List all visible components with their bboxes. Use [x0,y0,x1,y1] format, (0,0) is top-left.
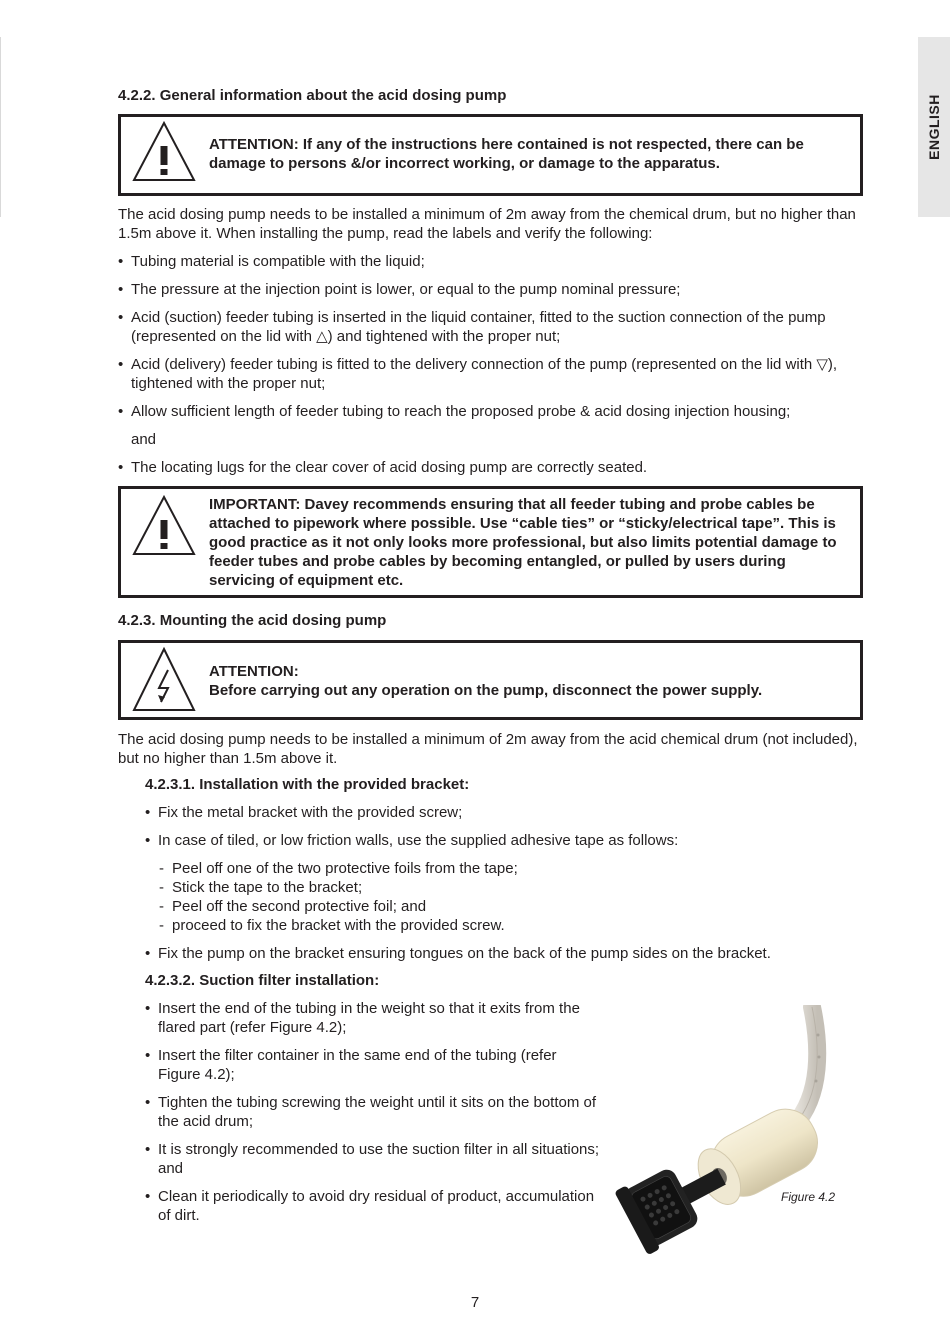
list-item: • Fix the metal bracket with the provided screw; [145,803,863,822]
attention-box [118,114,863,196]
list-item: • Tubing material is compatible with the liquid; [118,252,863,271]
list-item: • In case of tiled, or low friction walls, use the supplied adhesive tape as follows: [145,831,863,850]
subsection-heading-4231: 4.2.3.1. Installation with the provided bracket: [145,776,470,793]
list-item: • Acid (delivery) feeder tubing is fitted to the delivery connection of the pump (represented on the lid with ▽), tightened with the proper nut; [118,355,863,393]
important-text: IMPORTANT: Davey recommends ensuring that all feeder tubing and probe cables be attached to pipework where possible. Use “cable ties” or “sticky/electrical tape”. This is good practice as it not only looks more professional, but also limits potential damage to feeder tubes and probe cables by becoming entangled, or pulled by users during servicing of equipment etc. [209,496,837,589]
list-item: - Peel off one of the two protective foils from the tape; [158,859,863,878]
bracket-steps [145,803,863,850]
list-item: - proceed to fix the bracket with the provided screw. [158,916,863,935]
list-item: • Insert the filter container in the same end of the tubing (refer Figure 4.2); [145,1046,600,1084]
electric-hazard-icon [131,646,197,719]
figure-caption: Figure 4.2 [781,1190,836,1204]
language-tab-label: ENGLISH [926,94,942,160]
and-connector: and [131,431,157,448]
list-item: • Fix the pump on the bracket ensuring tongues on the back of the pump sides on the bracket. [145,944,863,963]
list-item: - Peel off the second protective foil; and [158,897,863,916]
language-tab [918,37,950,217]
important-box [118,486,863,598]
list-item: • It is strongly recommended to use the suction filter in all situations; and [145,1140,600,1178]
section-heading-423: 4.2.3. Mounting the acid dosing pump [118,612,387,629]
power-warning-body: Before carrying out any operation on the pump, disconnect the power supply. [209,682,763,699]
warning-triangle-icon [131,494,197,563]
suction-filter-figure [610,1005,840,1260]
list-item: • The locating lugs for the clear cover of acid dosing pump are correctly seated. [118,458,863,477]
left-margin-mark [0,37,1,217]
page-number: 7 [470,1294,480,1311]
warning-triangle-icon [131,120,197,189]
intro-423: The acid dosing pump needs to be installed a minimum of 2m away from the acid chemical drum (not included), but no higher than 1.5m above it. [118,731,858,767]
checklist-422-last [118,458,863,477]
list-item: • The pressure at the injection point is lower, or equal to the pump nominal pressure; [118,280,863,299]
power-warning-title: ATTENTION: [209,663,299,680]
attention-text: ATTENTION: If any of the instructions here contained is not respected, there can be damage to persons &/or incorrect working, or damage to the apparatus. [209,136,804,172]
subsection-heading-4232: 4.2.3.2. Suction filter installation: [145,972,380,989]
list-item: - Stick the tape to the bracket; [158,878,863,897]
section-heading-422: 4.2.2. General information about the acid dosing pump [118,87,507,104]
tape-steps [145,859,863,935]
list-item: • Insert the end of the tubing in the weight so that it exits from the flared part (refer Figure 4.2); [145,999,600,1037]
list-item: • Acid (suction) feeder tubing is inserted in the liquid container, fitted to the suction connection of the pump (represented on the lid with △) and tightened with the proper nut; [118,308,863,346]
filter-steps [145,999,600,1225]
list-item: • Tighten the tubing screwing the weight until it sits on the bottom of the acid drum; [145,1093,600,1131]
bracket-steps-final [145,944,863,963]
list-item: • Allow sufficient length of feeder tubing to reach the proposed probe & acid dosing injection housing; [118,402,863,421]
intro-422: The acid dosing pump needs to be installed a minimum of 2m away from the chemical drum, but no higher than 1.5m above it. When installing the pump, read the labels and verify the following: [118,206,856,242]
power-warning-box [118,640,863,720]
checklist-422 [118,252,863,421]
list-item: • Clean it periodically to avoid dry residual of product, accumulation of dirt. [145,1187,600,1225]
